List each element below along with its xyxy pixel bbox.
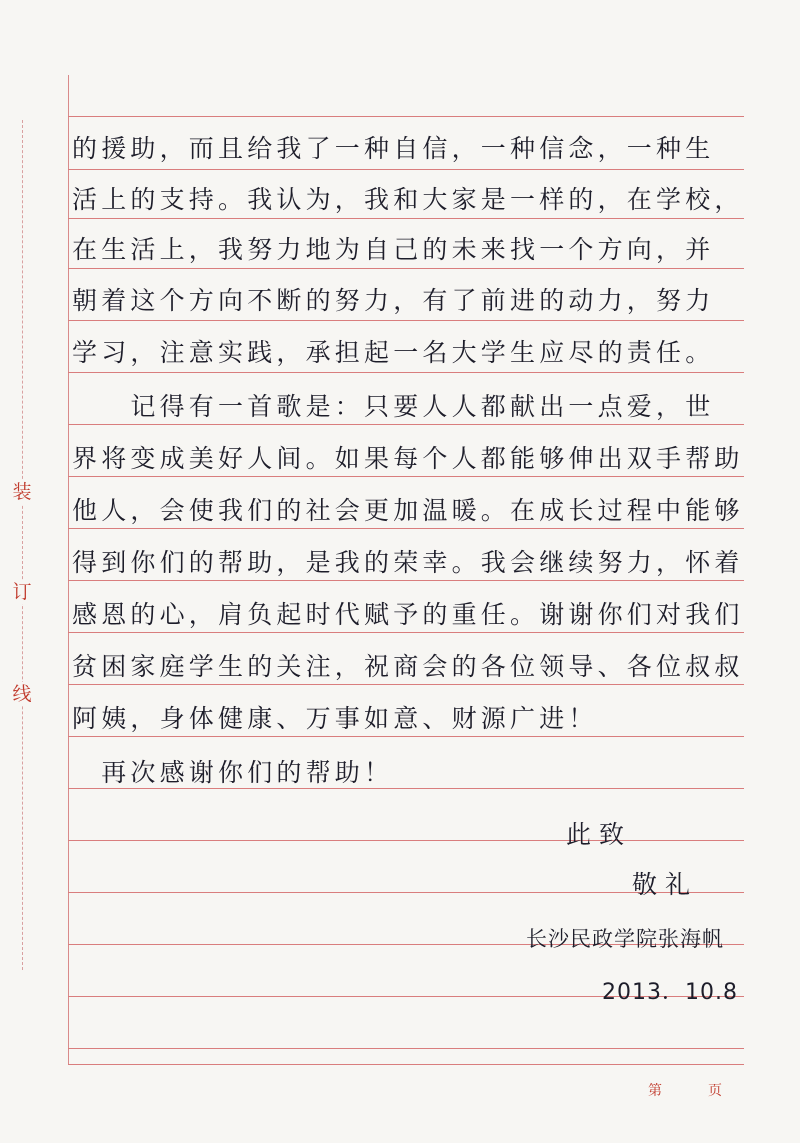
rule-line xyxy=(68,424,744,425)
letter-line-4: 朝着这个方向不断的努力，有了前进的动力，努力 xyxy=(72,286,715,315)
rule-line xyxy=(68,632,744,633)
rule-line xyxy=(68,218,744,219)
letter-line-6: 记得有一首歌是：只要人人都献出一点爱，世 xyxy=(72,392,715,421)
rule-line xyxy=(68,169,744,170)
rule-line xyxy=(68,320,744,321)
rule-line xyxy=(68,1064,744,1065)
letter-line-1: 的援助，而且给我了一种自信，一种信念，一种生 xyxy=(72,134,715,163)
letter-line-11: 贫困家庭学生的关注，祝商会的各位领导、各位叔叔 xyxy=(72,652,744,681)
rule-line xyxy=(68,268,744,269)
rule-line xyxy=(68,528,744,529)
letter-line-9: 得到你们的帮助，是我的荣幸。我会继续努力，怀着 xyxy=(72,548,744,577)
binding-char-2: 订 xyxy=(10,580,34,604)
letter-line-3: 在生活上，我努力地为自己的未来找一个方向，并 xyxy=(72,235,715,264)
rule-line xyxy=(68,1048,744,1049)
rule-line xyxy=(68,116,744,117)
rule-line xyxy=(68,840,744,841)
binding-dashed-line xyxy=(22,120,23,970)
rule-line xyxy=(68,580,744,581)
closing-regards: 敬礼 xyxy=(632,870,699,899)
letter-date: 2013．10.8 xyxy=(602,980,738,1005)
letter-line-8: 他人，会使我们的社会更加温暖。在成长过程中能够 xyxy=(72,496,744,525)
letter-line-2: 活上的支持。我认为，我和大家是一样的，在学校， xyxy=(72,185,744,214)
signature: 长沙民政学院张海帆 xyxy=(526,927,724,951)
rule-line xyxy=(68,372,744,373)
rule-line xyxy=(68,736,744,737)
binding-char-3: 线 xyxy=(10,682,34,706)
page-number-prefix: 第 xyxy=(648,1083,662,1099)
rule-line xyxy=(68,476,744,477)
rule-line xyxy=(68,684,744,685)
letter-line-12: 阿姨，身体健康、万事如意、财源广进！ xyxy=(72,704,598,733)
letter-line-10: 感恩的心，肩负起时代赋予的重任。谢谢你们对我们 xyxy=(72,600,744,629)
closing-salutation: 此致 xyxy=(566,820,633,849)
letter-line-7: 界将变成美好人间。如果每个人都能够伸出双手帮助 xyxy=(72,444,744,473)
letter-line-5: 学习，注意实践，承担起一名大学生应尽的责任。 xyxy=(72,338,715,367)
rule-line xyxy=(68,788,744,789)
letter-line-13: 再次感谢你们的帮助！ xyxy=(72,758,394,787)
binding-char-1: 装 xyxy=(10,480,34,504)
page-number-suffix: 页 xyxy=(708,1083,722,1099)
